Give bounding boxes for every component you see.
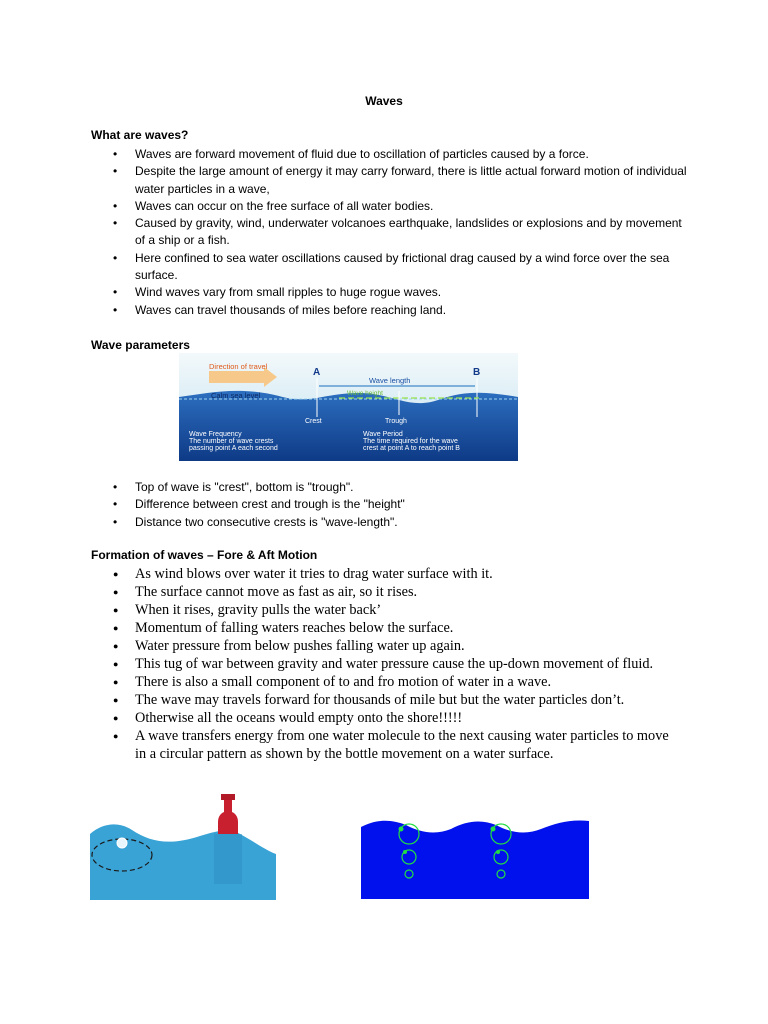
list-item: ● There is also a small component of to and fro motion of water in a wave. [91,673,671,691]
diagram-direction-label: Direction of travel [209,362,268,371]
list-item: • Wind waves vary from small ripples to huge rogue waves. [91,284,691,301]
list-item: • Caused by gravity, wind, underwater volcanoes earthquake, landslides or explosions and by movement of a ship or a fish. [91,215,691,250]
diagram-wave-height: Wave height [347,390,383,397]
diagram-wave-length: Wave length [369,376,411,385]
what-are-waves-list [91,146,691,319]
section-heading-what-are-waves: What are waves? [91,128,189,142]
list-item: • Difference between crest and trough is the "height" [91,496,691,513]
list-item: • Here confined to sea water oscillations caused by frictional drag caused by a wind force over the sea surface. [91,250,691,285]
diagram-point-a: A [313,367,321,378]
wave-parameters-list [91,479,691,531]
list-item: ● A wave transfers energy from one water molecule to the next causing water particles to move in a circular pattern as shown by the bottle movement on a water surface. [91,727,671,763]
diagram-period-line1: The time required for the wave [363,438,458,445]
bottle-cap [221,794,235,800]
formation-list [91,565,671,763]
list-item: ● Otherwise all the oceans would empty onto the shore!!!!! [91,709,671,727]
bottle-wave-illustration [90,794,276,900]
orbit-panel-water [361,820,589,899]
floating-particle [117,838,127,848]
bottle-wave-water [90,824,276,900]
bottle-submerged [214,834,242,884]
section-heading-wave-parameters: Wave parameters [91,338,190,352]
list-item: • Top of wave is "crest", bottom is "trough". [91,479,691,496]
bottle-neck [224,800,232,812]
diagram-period-title: Wave Period [363,431,403,438]
list-item: • Waves can occur on the free surface of all water bodies. [91,198,691,215]
list-item: ● The wave may travels forward for thousands of mile but but the water particles don’t. [91,691,671,709]
list-item: ● As wind blows over water it tries to drag water surface with it. [91,565,671,583]
diagram-point-b: B [473,367,481,378]
diagram-frequency-line1: The number of wave crests [189,438,274,445]
list-item: ● Water pressure from below pushes falling water up again. [91,637,671,655]
list-item: ● The surface cannot move as fast as air, so it rises. [91,583,671,601]
list-item: ● When it rises, gravity pulls the water back’ [91,601,671,619]
particle-orbit-illustration [361,819,589,899]
diagram-frequency-line2: passing point A each second [189,445,278,452]
list-item: • Waves can travel thousands of miles before reaching land. [91,302,691,319]
list-item: • Distance two consecutive crests is "wave-length". [91,514,691,531]
list-item: ● This tug of war between gravity and water pressure cause the up-down movement of fluid. [91,655,671,673]
section-heading-formation: Formation of waves – Fore & Aft Motion [91,548,318,562]
list-item: • Waves are forward movement of fluid due to oscillation of particles caused by a force. [91,146,691,163]
wave-parameters-diagram [179,353,518,461]
diagram-frequency-title: Wave Frequency [189,431,242,438]
list-item: ● Momentum of falling waters reaches below the surface. [91,619,671,637]
diagram-period-line2: crest at point A to reach point B [363,445,460,452]
page-title: Waves [365,94,403,108]
diagram-crest-label: Crest [305,418,322,425]
diagram-calm-sea-label: Calm sea level [211,391,261,400]
diagram-trough-label: Trough [385,418,407,425]
list-item: • Despite the large amount of energy it may carry forward, there is little actual forward motion of individual water particles in a wave, [91,163,691,198]
bottle-body [218,812,238,834]
